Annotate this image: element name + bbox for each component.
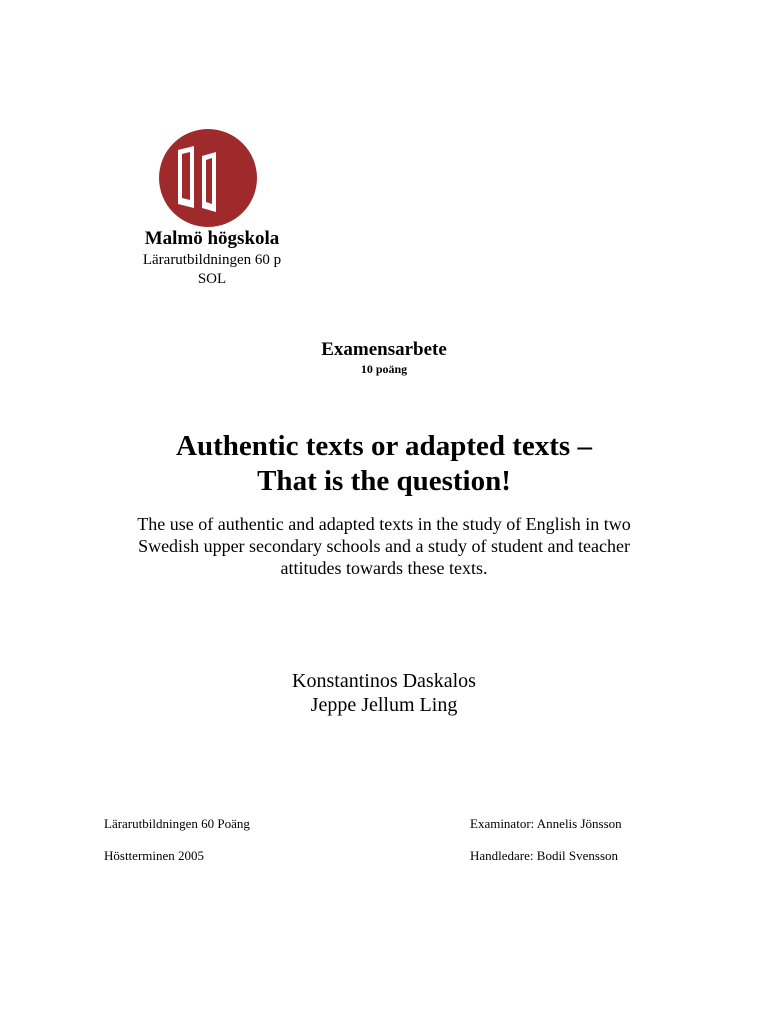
logo-graphic (158, 128, 258, 228)
subtitle-line-1: The use of authentic and adapted texts in the study of English in two (137, 514, 631, 534)
document-title-line-2: That is the question! (257, 465, 511, 497)
exam-points: 10 poäng (360, 362, 408, 376)
footer-examiner: Examinator: Annelis Jönsson (470, 816, 622, 831)
malmo-hogskola-logo-icon (158, 128, 258, 228)
author-name: Konstantinos Daskalos (292, 670, 476, 692)
subtitle-line-3: attitudes towards these texts. (280, 558, 488, 578)
institution-name: Malmö högskola (144, 228, 280, 249)
program-code: SOL (197, 271, 227, 287)
footer-term: Höstterminen 2005 (104, 848, 205, 863)
exam-type: Examensarbete (321, 339, 447, 360)
footer-program: Lärarutbildningen 60 Poäng (104, 816, 250, 831)
footer-supervisor: Handledare: Bodil Svensson (470, 848, 619, 863)
subtitle-line-2: Swedish upper secondary schools and a study of student and teacher (138, 536, 630, 556)
program-name: Lärarutbildningen 60 p (142, 252, 282, 268)
document-title-line-1: Authentic texts or adapted texts – (176, 430, 592, 462)
author-name: Jeppe Jellum Ling (310, 694, 458, 716)
